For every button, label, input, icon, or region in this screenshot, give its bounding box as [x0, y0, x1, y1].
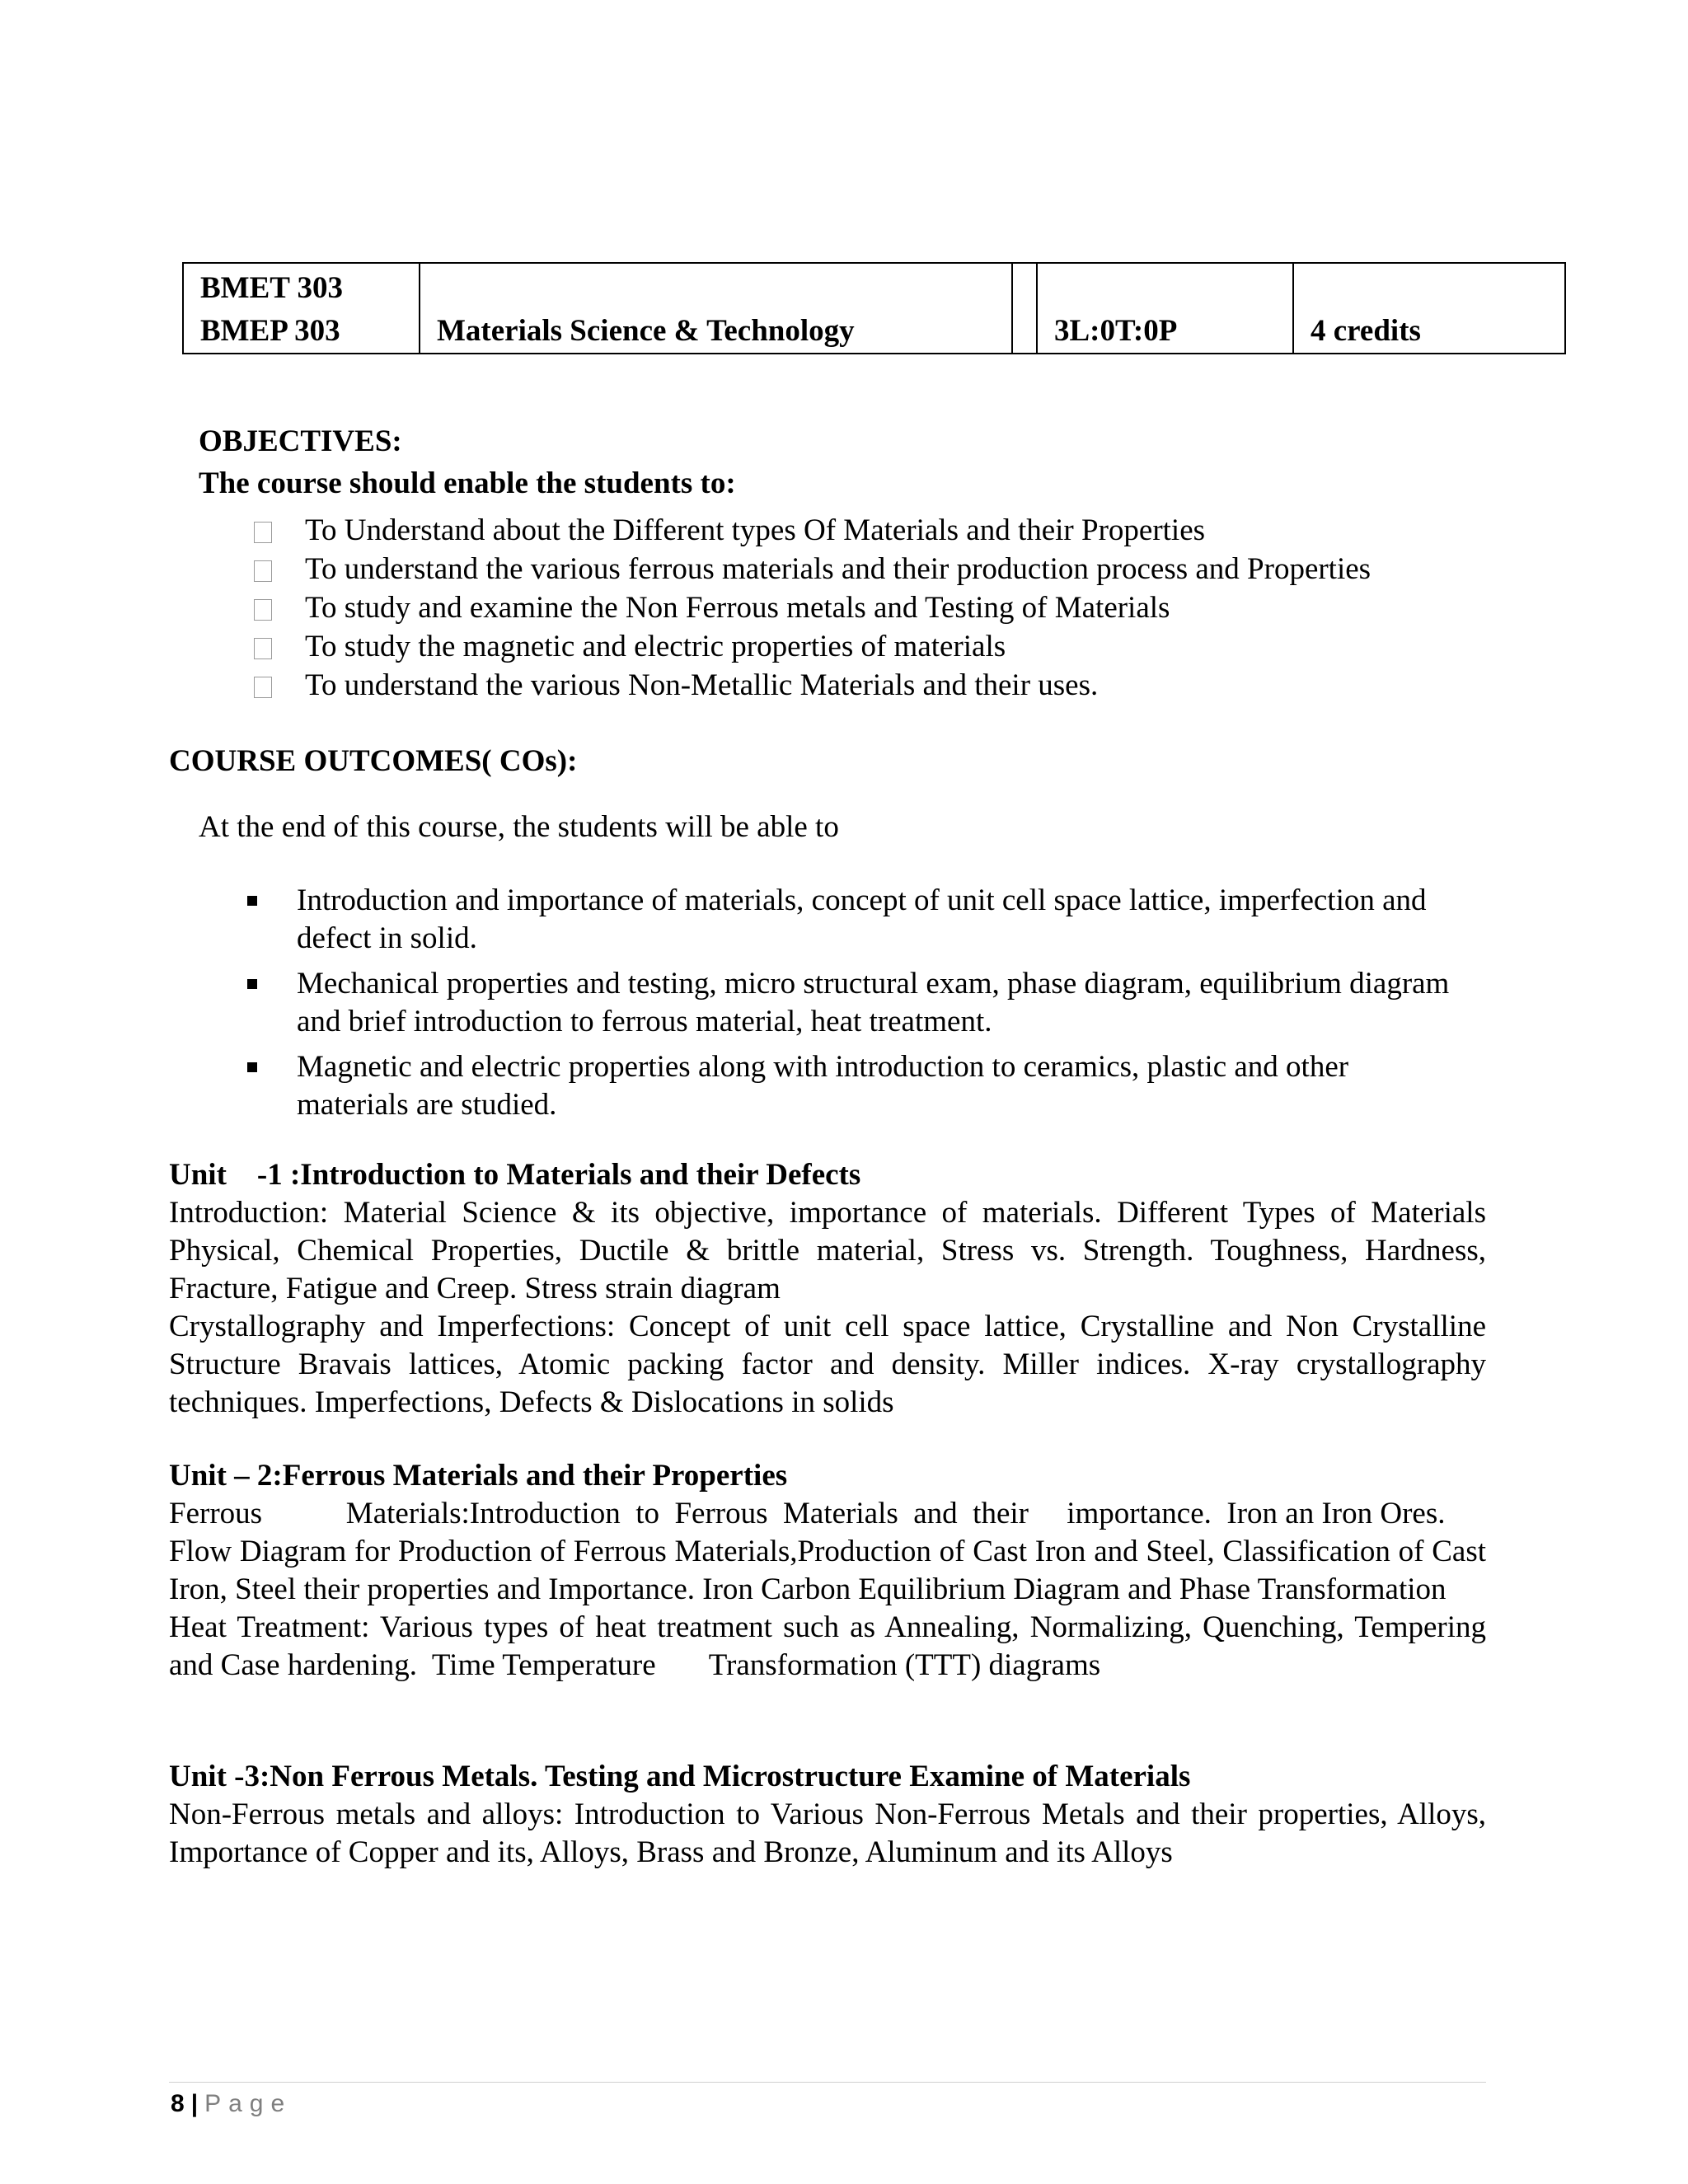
unit-2-section [169, 1457, 1532, 1685]
objectives-list [247, 511, 1533, 705]
unit-2-paragraph: Ferrous Materials:Introduction to Ferrous Materials and their importance. Iron an Iron Ores. [169, 1497, 1446, 1530]
outcomes-intro: At the end of this course, the students will be able to [199, 810, 839, 844]
objectives-intro: The course should enable the students to: [199, 466, 736, 500]
checkbox-icon [254, 560, 272, 582]
square-bullet-icon [247, 979, 257, 989]
course-header-table [182, 262, 1566, 354]
course-title: Materials Science & Technology [420, 263, 1012, 354]
square-bullet-icon [247, 896, 257, 906]
square-bullet-icon [247, 1062, 257, 1072]
course-code-cell [183, 263, 420, 354]
course-code-theory: BMET 303 [200, 271, 344, 305]
unit-3-title: Unit -3:Non Ferrous Metals. Testing and Microstructure Examine of Materials [169, 1760, 1191, 1793]
objectives-heading: OBJECTIVES: [199, 424, 402, 458]
objective-item: To Understand about the Different types Of Materials and their Properties [247, 511, 1533, 550]
unit-2-paragraph: Heat Treatment: Various types of heat treatment such as Annealing, Normalizing, Quenching, Tempering and Case hardening. Time Temperature Transformation (TTT) diagrams [169, 1610, 1532, 1682]
checkbox-icon [254, 599, 272, 621]
unit-1-title: Unit -1 :Introduction to Materials and their Defects [169, 1158, 861, 1192]
course-ltp: 3L:0T:0P [1037, 263, 1293, 354]
course-credits: 4 credits [1293, 263, 1565, 354]
outcome-item: Introduction and importance of materials, concept of unit cell space lattice, imperfection and defect in solid. [247, 882, 1467, 958]
outcome-item: Magnetic and electric properties along with introduction to ceramics, plastic and other materials are studied. [247, 1048, 1467, 1124]
outcomes-list [247, 882, 1467, 1132]
checkbox-icon [254, 638, 272, 659]
page-footer [171, 2088, 292, 2121]
outcomes-heading: COURSE OUTCOMES( COs): [169, 744, 578, 778]
checkbox-icon [254, 522, 272, 543]
course-code-practical: BMEP 303 [200, 314, 340, 348]
footer-divider [169, 2082, 1486, 2083]
outcome-item: Mechanical properties and testing, micro structural exam, phase diagram, equilibrium diagram and brief introduction to ferrous material, heat treatment. [247, 965, 1467, 1041]
unit-3-paragraph: Non-Ferrous metals and alloys: Introduction to Various Non-Ferrous Metals and their properties, Alloys, Importance of Copper and its, Alloys, Brass and Bronze, Aluminum and its Alloys [169, 1797, 1486, 1869]
footer-separator: | [190, 2090, 199, 2117]
checkbox-icon [254, 677, 272, 698]
page-number: 8 [171, 2090, 185, 2117]
objective-item: To understand the various ferrous materials and their production process and Properties [247, 550, 1533, 588]
objective-item: To understand the various Non-Metallic Materials and their uses. [247, 666, 1533, 705]
unit-2-paragraph: Flow Diagram for Production of Ferrous Materials,Production of Cast Iron and Steel, Classification of Cast Iron, Steel their properties and Importance. Iron Carbon Equilibrium Diagram and Phase Transformation [169, 1535, 1486, 1606]
course-header-row [183, 263, 1565, 354]
objective-item: To study and examine the Non Ferrous metals and Testing of Materials [247, 588, 1533, 627]
unit-2-title: Unit – 2:Ferrous Materials and their Properties [169, 1459, 788, 1493]
page-label: Page [204, 2090, 293, 2117]
unit-1-section [169, 1156, 1486, 1422]
empty-cell [1012, 263, 1037, 354]
unit-3-section [169, 1758, 1486, 1872]
objective-item: To study the magnetic and electric properties of materials [247, 627, 1533, 666]
unit-1-paragraph: Crystallography and Imperfections: Concept of unit cell space lattice, Crystalline and Non Crystalline Structure Bravais lattices, Atomic packing factor and density. Miller indices. X-ray crystallography techniques. Imperfections, Defects & Dislocations in solids [169, 1310, 1486, 1419]
unit-1-paragraph: Introduction: Material Science & its objective, importance of materials. Different Types of Materials Physical, Chemical Properties, Ductile & brittle material, Stress vs. Strength. Toughness, Hardness, Fracture, Fatigue and Creep. Stress strain diagram [169, 1196, 1486, 1305]
